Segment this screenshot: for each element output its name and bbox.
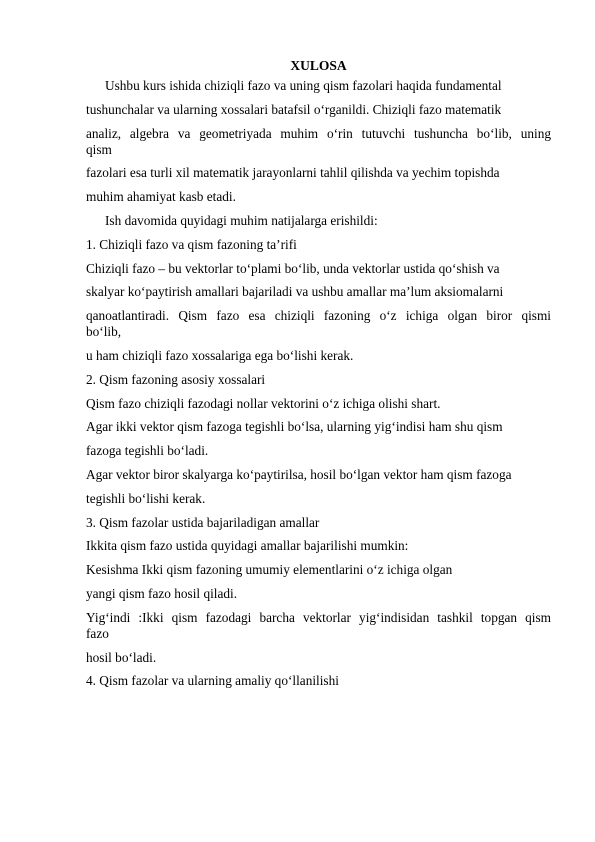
paragraph-line: Ish davomida quyidagi muhim natijalarga erishildi: [105, 212, 378, 228]
document-page [86, 58, 551, 697]
paragraph-line: tushunchalar va ularning xossalari batafsil o‘rganildi. Chiziqli fazo matematik [86, 101, 502, 117]
paragraph-line: fazo [86, 625, 109, 641]
paragraph-line: qanoatlantiradi. Qism fazo esa chiziqli fazoning o‘z ichiga olgan biror qismi [86, 308, 551, 324]
paragraph-line: fazolari esa turli xil matematik jarayonlarni tahlil qilishda va yechim topishda [86, 165, 500, 181]
paragraph-line: muhim ahamiyat kasb etadi. [86, 189, 236, 205]
paragraph-line: Kesishma Ikki qism fazoning umumiy elementlarini o‘z ichiga olgan [86, 562, 453, 578]
paragraph-line: fazoga tegishli bo‘ladi. [86, 443, 209, 459]
paragraph-line: Yig‘indi :Ikki qism fazodagi barcha vektorlar yig‘indisidan tashkil topgan qism [86, 609, 551, 625]
section-heading: 4. Qism fazolar va ularning amaliy qo‘llanilishi [86, 673, 339, 689]
paragraph-line: Qism fazo chiziqli fazodagi nollar vektorini o‘z ichiga olishi shart. [86, 395, 441, 411]
paragraph-line: Agar vektor biror skalyarga ko‘paytirilsa, hosil bo‘lgan vektor ham qism fazoga [86, 466, 512, 482]
paragraph-line: Chiziqli fazo – bu vektorlar to‘plami bo‘lib, unda vektorlar ustida qo‘shish va [86, 260, 500, 276]
paragraph-line: qism [86, 141, 112, 157]
paragraph-line: Agar ikki vektor qism fazoga tegishli bo‘lsa, ularning yig‘indisi ham shu qism [86, 419, 503, 435]
paragraph-line: Ushbu kurs ishida chiziqli fazo va uning qism fazolari haqida fundamental [105, 78, 502, 93]
paragraph-line: yangi qism fazo hosil qiladi. [86, 585, 238, 601]
paragraph-line: u ham chiziqli fazo xossalariga ega bo‘lishi kerak. [86, 347, 354, 363]
section-heading: 1. Chiziqli fazo va qism fazoning ta’rifi [86, 236, 297, 252]
paragraph-line: analiz, algebra va geometriyada muhim o‘rin tutuvchi tushuncha bo‘lib, uning [86, 125, 551, 141]
paragraph-line: bo‘lib, [86, 324, 122, 340]
paragraph-line: tegishli bo‘lishi kerak. [86, 490, 206, 506]
section-heading: 3. Qism fazolar ustida bajariladigan amallar [86, 514, 320, 530]
paragraph-line: hosil bo‘ladi. [86, 649, 157, 665]
document-title: XULOSA [290, 58, 347, 73]
section-heading: 2. Qism fazoning asosiy xossalari [86, 371, 266, 387]
paragraph-line: Ikkita qism fazo ustida quyidagi amallar bajarilishi mumkin: [86, 538, 409, 554]
paragraph-line: skalyar ko‘paytirish amallari bajariladi va ushbu amallar ma’lum aksiomalarni [86, 284, 504, 300]
